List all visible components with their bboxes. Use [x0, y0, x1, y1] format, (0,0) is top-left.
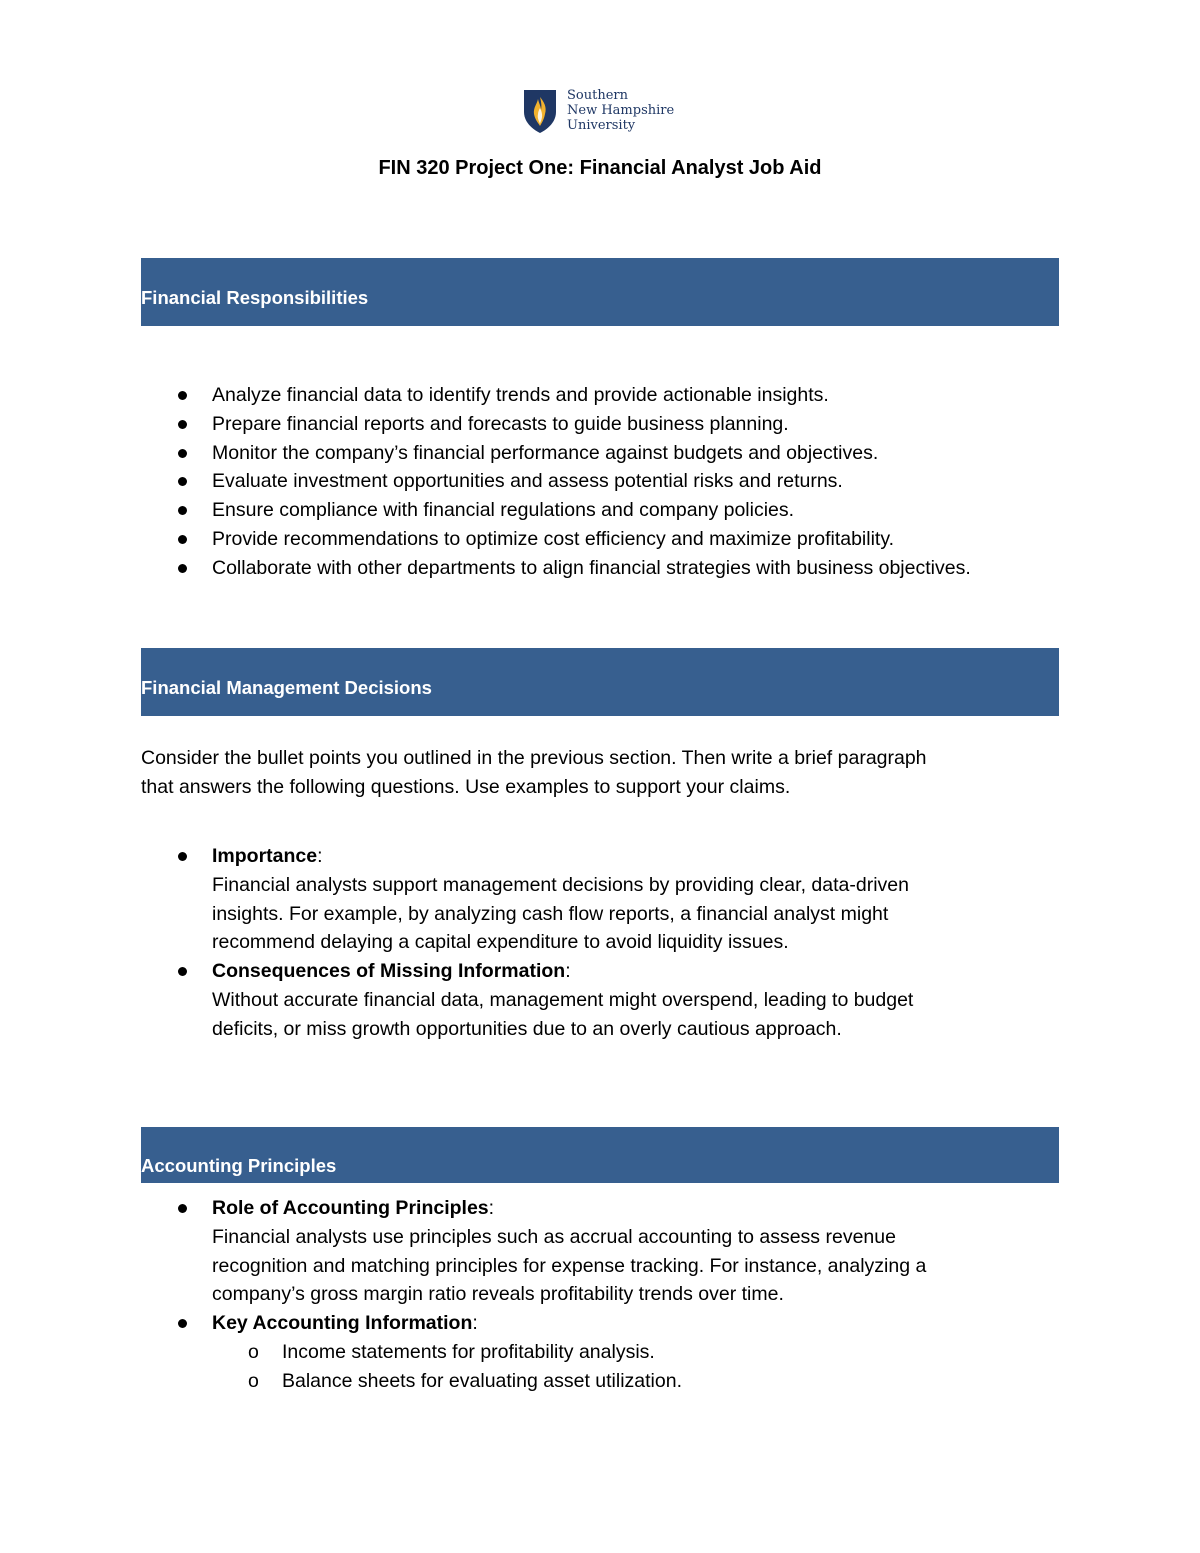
- item-label: Key Accounting Information: [212, 1312, 473, 1335]
- list-item: Evaluate investment opportunities and assess potential risks and returns.: [0, 467, 971, 496]
- university-logo: [522, 88, 674, 134]
- list-item: Key Accounting Information:: [0, 1309, 926, 1338]
- item-label: Consequences of Missing Information: [212, 960, 566, 983]
- list-item: Monitor the company’s financial performance against budgets and objectives.: [0, 439, 971, 468]
- accounting-list: [0, 1194, 926, 1396]
- list-item: Role of Accounting Principles: Financial analysts use principles such as accrual accounting to assess revenue recognition and matching principles for expense tracking. For instance, analyzing a company’s gross margin ratio reveals profitability trends over time.: [0, 1194, 926, 1309]
- item-text: recommend delaying a capital expenditure to avoid liquidity issues.: [212, 931, 789, 954]
- sub-bullet-marker: o: [248, 1369, 259, 1392]
- item-label: Role of Accounting Principles: [212, 1197, 489, 1219]
- list-item: Importance: Financial analysts support management decisions by providing clear, data-driven insights. For example, by analyzing cash flow reports, a financial analyst might recommend delaying a capital expenditure to avoid liquidity issues.: [0, 842, 913, 957]
- list-item: Analyze financial data to identify trends and provide actionable insights.: [0, 381, 971, 410]
- item-text: Without accurate financial data, management might overspend, leading to budget: [212, 988, 914, 1011]
- item-text: company’s gross margin ratio reveals profitability trends over time.: [212, 1283, 784, 1306]
- bullet-icon: [178, 852, 187, 861]
- logo-line: New Hampshire: [567, 103, 675, 118]
- sub-list-item: o Income statements for profitability analysis.: [0, 1338, 926, 1367]
- bullet-icon: [178, 477, 187, 486]
- bullet-icon: [178, 420, 187, 429]
- section-heading: Financial Management Decisions: [141, 677, 432, 698]
- logo-line: University: [567, 118, 636, 133]
- bullet-icon: [178, 967, 187, 976]
- bullet-icon: [178, 506, 187, 515]
- item-text: recognition and matching principles for expense tracking. For instance, analyzing a: [212, 1254, 927, 1277]
- sub-bullet-marker: o: [248, 1340, 259, 1363]
- section-header-responsibilities: [141, 258, 1059, 326]
- logo-wordmark: [567, 88, 674, 133]
- bullet-icon: [178, 1319, 187, 1328]
- decisions-intro: [141, 744, 1061, 802]
- item-text: Financial analysts support management decisions by providing clear, data-driven: [212, 873, 909, 896]
- item-text: Financial analysts use principles such as accrual accounting to assess revenue: [212, 1225, 896, 1248]
- shield-flame-icon: [522, 88, 558, 134]
- responsibilities-list: [0, 381, 971, 583]
- section-header-accounting: [141, 1127, 1059, 1183]
- bullet-icon: [178, 564, 187, 573]
- section-header-decisions: [141, 648, 1059, 716]
- intro-line: Consider the bullet points you outlined in the previous section. Then write a brief paragraph: [141, 747, 927, 769]
- bullet-icon: [178, 1204, 187, 1213]
- list-item: Collaborate with other departments to align financial strategies with business objectives.: [0, 554, 971, 583]
- logo-line: Southern: [567, 88, 628, 103]
- intro-line: that answers the following questions. Use examples to support your claims.: [141, 775, 791, 798]
- item-label: Importance: [212, 845, 318, 867]
- bullet-icon: [178, 535, 187, 544]
- document-title: FIN 320 Project One: Financial Analyst Job Aid: [378, 157, 822, 179]
- list-item: Provide recommendations to optimize cost efficiency and maximize profitability.: [0, 525, 971, 554]
- list-item: Ensure compliance with financial regulations and company policies.: [0, 496, 971, 525]
- bullet-icon: [178, 391, 187, 400]
- decisions-list: [0, 842, 913, 1044]
- list-item: Prepare financial reports and forecasts to guide business planning.: [0, 410, 971, 439]
- list-item: Consequences of Missing Information: Without accurate financial data, management might overspend, leading to budget deficits, or miss growth opportunities due to an overly cautious approach.: [0, 957, 913, 1043]
- item-text: deficits, or miss growth opportunities due to an overly cautious approach.: [212, 1017, 842, 1040]
- sub-list-item: o Balance sheets for evaluating asset utilization.: [0, 1367, 926, 1396]
- item-text: insights. For example, by analyzing cash flow reports, a financial analyst might: [212, 902, 889, 925]
- section-heading: Financial Responsibilities: [141, 287, 369, 308]
- section-heading: Accounting Principles: [141, 1155, 337, 1176]
- bullet-icon: [178, 449, 187, 458]
